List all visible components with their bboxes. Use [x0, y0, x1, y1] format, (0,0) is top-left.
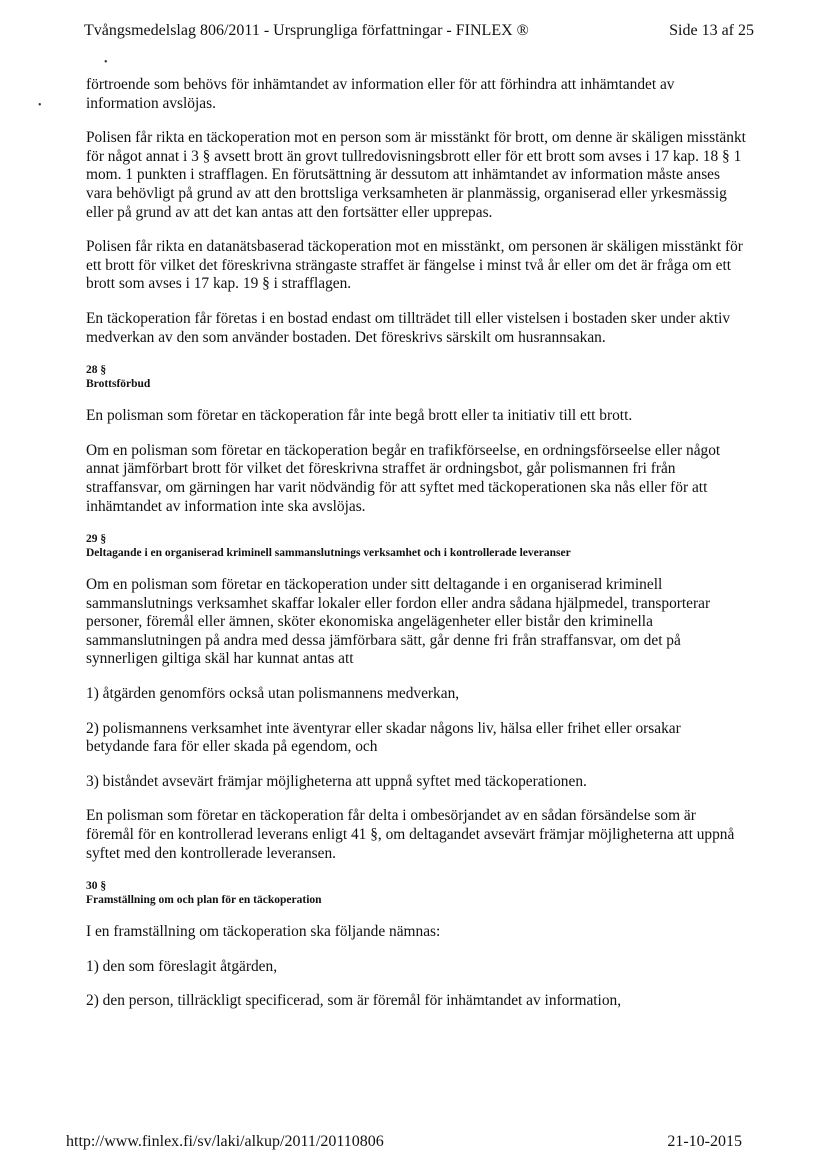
document-body [86, 76, 746, 1027]
header-title: Tvångsmedelslag 806/2011 - Ursprungliga författningar - FINLEX ® [84, 22, 529, 39]
paragraph: Om en polisman som företar en täckoperation begår en trafikförseelse, en ordningsförseelse eller något annat jämförbart brott för vilket det föreskrivna straffet är ordningsbot, går polismannen fri från straffansvar, om gärningen har varit nödvändig för att syftet med täckoperationen ska nås eller för att inhämtandet av information inte ska avslöjas. [86, 441, 721, 515]
section-number: 28 § [86, 364, 107, 377]
scan-mark: • [104, 57, 108, 68]
paragraph: I en framställning om täckoperation ska följande nämnas: [86, 923, 441, 941]
list-item: 2) polismannens verksamhet inte äventyrar eller skadar någons liv, hälsa eller frihet eller orsakar betydande fara för eller skada på egendom, och [86, 719, 681, 756]
paragraph: En polisman som företar en täckoperation får inte begå brott eller ta initiativ till ett brott. [86, 407, 633, 425]
section-number: 30 § [86, 880, 107, 893]
list-item: 1) den som föreslagit åtgärden, [86, 957, 278, 975]
list-item: 2) den person, tillräckligt specificerad, som är föremål för inhämtandet av information, [86, 992, 622, 1010]
paragraph: förtroende som behövs för inhämtandet av information eller för att förhindra att inhämtandet av information avslöjas. [86, 76, 675, 112]
footer-date: 21-10-2015 [667, 1133, 742, 1150]
scan-mark: • [38, 100, 42, 111]
page-number: Side 13 af 25 [669, 22, 754, 39]
paragraph: En täckoperation får företas i en bostad endast om tillträdet till eller vistelsen i bostaden sker under aktiv medverkan av den som använder bostaden. Det föreskrivs särskilt om husrannsakan. [86, 309, 731, 346]
section-title: Framställning om och plan för en täckoperation [86, 894, 322, 907]
paragraph: En polisman som företar en täckoperation får delta i ombesörjandet av en sådan försändelse som är föremål för en kontrollerad leverans enligt 41 §, om deltagandet avsevärt främjar möjligheterna att uppnå syftet med den kontrollerade leveransen. [86, 807, 735, 862]
footer-url: http://www.finlex.fi/sv/laki/alkup/2011/20110806 [66, 1133, 384, 1150]
paragraph: Polisen får rikta en täckoperation mot en person som är misstänkt för brott, om denne är skäligen misstänkt för något annat i 3 § avsett brott än grovt tullredovisningsbrott eller för ett brott som avses i 17 kap. 18 § 1 mom. 1 punkten i strafflagen. En förutsättning är dessutom att inhämtandet av information måste anses vara behövligt på grund av att den brottsliga verksamheten är planmässig, organiserad eller yrkesmässig eller på grund av att det kan antas att den fortsätter eller upprepas. [86, 129, 746, 221]
paragraph: Om en polisman som företar en täckoperation under sitt deltagande i en organiserad kriminell sammanslutnings verksamhet skaffar lokaler eller fordon eller andra sådana hjälpmedel, transporterar personer, föremål eller ämnen, sköter ekonomiska angelägenheter eller bistår den kriminella sammanslutningen på andra med dessa jämförbara sätt, går denne fri från straffansvar, om det på synnerligen giltiga skäl har kunnat antas att [86, 576, 711, 668]
list-item: 3) biståndet avsevärt främjar möjligheterna att uppnå syftet med täckoperationen. [86, 772, 587, 790]
paragraph: Polisen får rikta en datanätsbaserad täckoperation mot en misstänkt, om personen är skäligen misstänkt för ett brott för vilket det föreskrivna strängaste straffet är fängelse i minst två år eller om det är fråga om ett brott som avses i 17 kap. 19 § i strafflagen. [86, 238, 743, 293]
section-title: Brottsförbud [86, 378, 151, 391]
section-number: 29 § [86, 533, 107, 546]
list-item: 1) åtgärden genomförs också utan polismannens medverkan, [86, 685, 460, 703]
section-title: Deltagande i en organiserad kriminell sammanslutnings verksamhet och i kontrollerade leveranser [86, 547, 571, 560]
